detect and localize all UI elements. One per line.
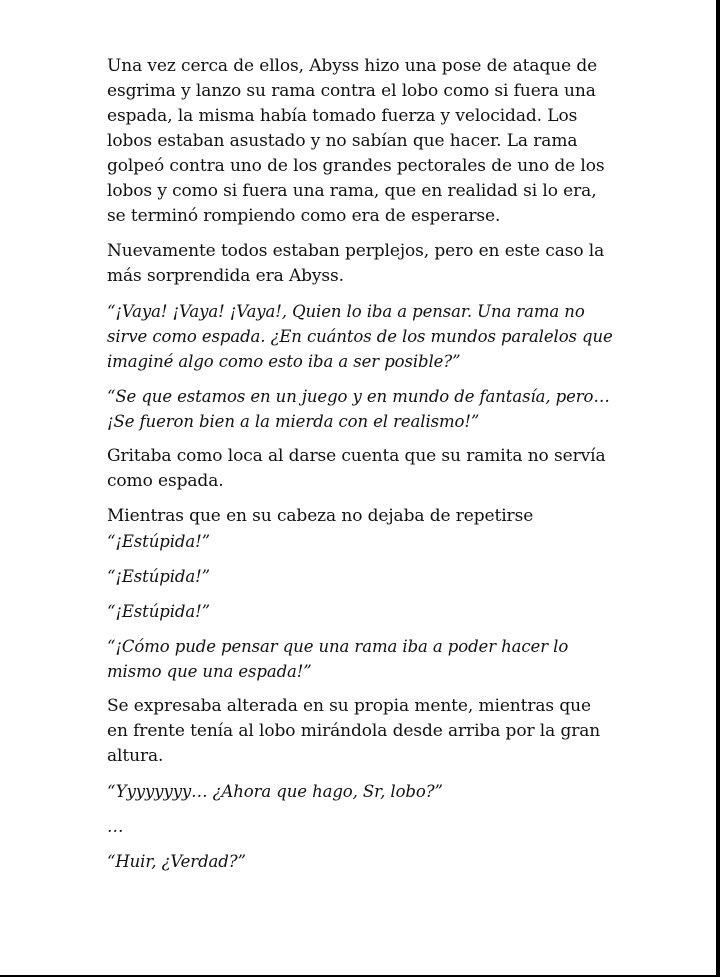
- paragraph: Nuevamente todos estaban perplejos, pero en este caso la más sorprendida era Abyss.: [107, 241, 605, 286]
- document-body: [107, 54, 617, 884]
- dialogue-paragraph: “Se que estamos en un juego y en mundo de fantasía, pero… ¡Se fueron bien a la mierda con el realismo!”: [107, 387, 610, 431]
- dialogue-paragraph: “¡Cómo pude pensar que una rama iba a poder hacer lo mismo que una espada!”: [107, 637, 569, 681]
- dialogue-paragraph: “Huir, ¿Verdad?”: [107, 852, 246, 871]
- dialogue-paragraph: “Yyyyyyyy… ¿Ahora que hago, Sr, lobo?”: [107, 782, 443, 801]
- dialogue-paragraph: “¡Estúpida!”: [107, 567, 210, 586]
- dialogue-paragraph: “¡Vaya! ¡Vaya! ¡Vaya!, Quien lo iba a pensar. Una rama no sirve como espada. ¿En cuántos de los mundos paralelos que imaginé algo como esto iba a ser posible?”: [107, 302, 613, 371]
- paragraph: Se expresaba alterada en su propia mente, mientras que en frente tenía al lobo mirándola desde arriba por la gran altura.: [107, 696, 601, 766]
- paragraph: Gritaba como loca al darse cuenta que su ramita no servía como espada.: [107, 446, 606, 491]
- dialogue-paragraph: “¡Estúpida!”: [107, 532, 210, 551]
- ellipsis-paragraph: …: [107, 817, 124, 836]
- dialogue-paragraph: “¡Estúpida!”: [107, 602, 210, 621]
- paragraph: Una vez cerca de ellos, Abyss hizo una pose de ataque de esgrima y lanzo su rama contra el lobo como si fuera una espada, la misma había tomado fuerza y velocidad. Los lobos estaban asustado y no sabían que hacer. La rama golpeó contra uno de los grandes pectorales de uno de los lobos y como si fuera una rama, que en realidad si lo era, se terminó rompiendo como era de esperarse.: [107, 56, 605, 226]
- paragraph: Mientras que en su cabeza no dejaba de repetirse: [107, 506, 534, 526]
